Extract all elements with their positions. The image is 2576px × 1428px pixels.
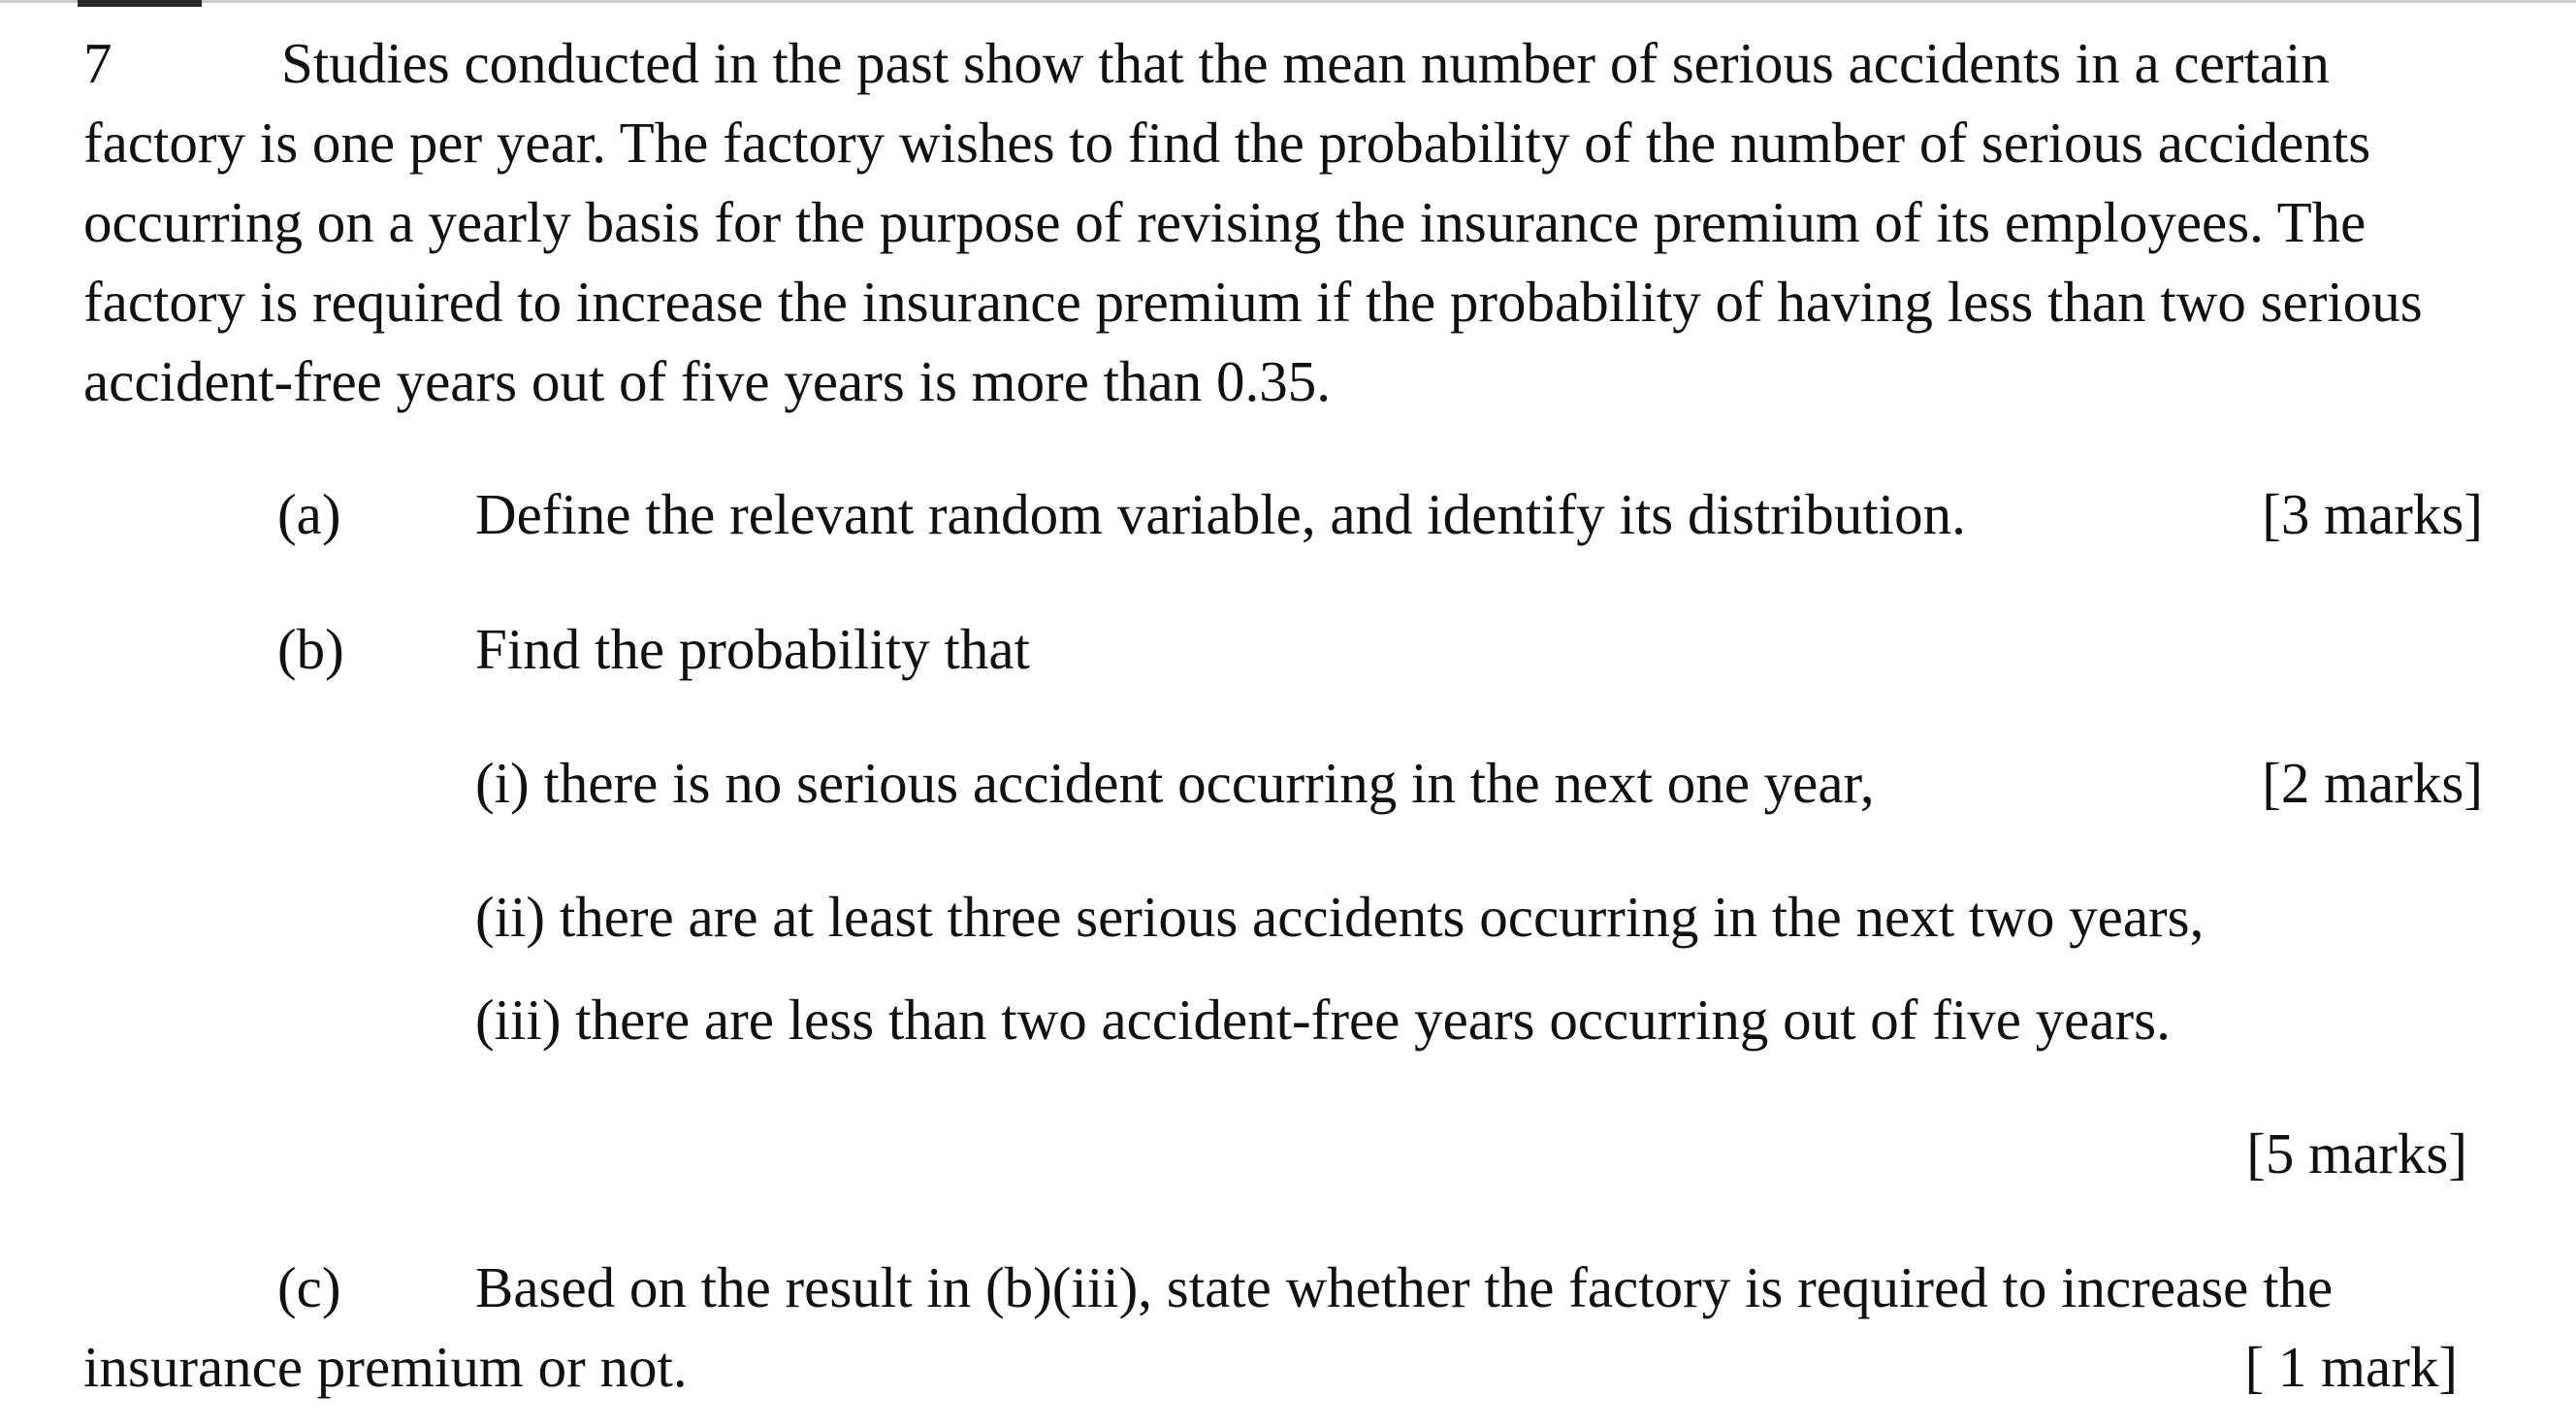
part-c-text-line-2: insurance premium or not. [83, 1335, 688, 1399]
intro-line-4: factory is required to increase the insurance premium if the probability of having less than two serious [83, 270, 2423, 334]
part-b-i-marks: [2 marks] [2262, 751, 2483, 815]
part-b-label: (b) [277, 617, 344, 681]
part-b-text: Find the probability that [475, 617, 1030, 681]
part-a-label: (a) [277, 482, 341, 546]
question-number: 7 [83, 31, 113, 95]
part-c-marks: [ 1 mark] [2244, 1335, 2458, 1399]
intro-line-3: occurring on a yearly basis for the purpose of revising the insurance premium of its employees. The [83, 190, 2367, 254]
intro-line-5: accident-free years out of five years is more than 0.35. [83, 349, 1331, 413]
part-a-text: Define the relevant random variable, and identify its distribution. [475, 482, 1966, 546]
part-b-ii-text: (ii) there are at least three serious accidents occurring in the next two years, [475, 885, 2205, 949]
page-top-rule [0, 0, 2576, 3]
part-b-iii-text: (iii) there are less than two accident-free years occurring out of five years. [475, 988, 2171, 1052]
part-c-label: (c) [277, 1255, 341, 1319]
intro-line-2: factory is one per year. The factory wishes to find the probability of the number of serious accidents [83, 111, 2371, 175]
part-b-i-text: (i) there is no serious accident occurring in the next one year, [475, 751, 1875, 815]
header-rule-fragment [78, 0, 202, 7]
part-a-marks: [3 marks] [2262, 482, 2483, 546]
part-c-text-line-1: Based on the result in (b)(iii), state whether the factory is required to increase the [475, 1255, 2334, 1319]
intro-line-1: Studies conducted in the past show that the mean number of serious accidents in a certain [281, 31, 2330, 95]
part-b-marks: [5 marks] [2246, 1121, 2467, 1185]
